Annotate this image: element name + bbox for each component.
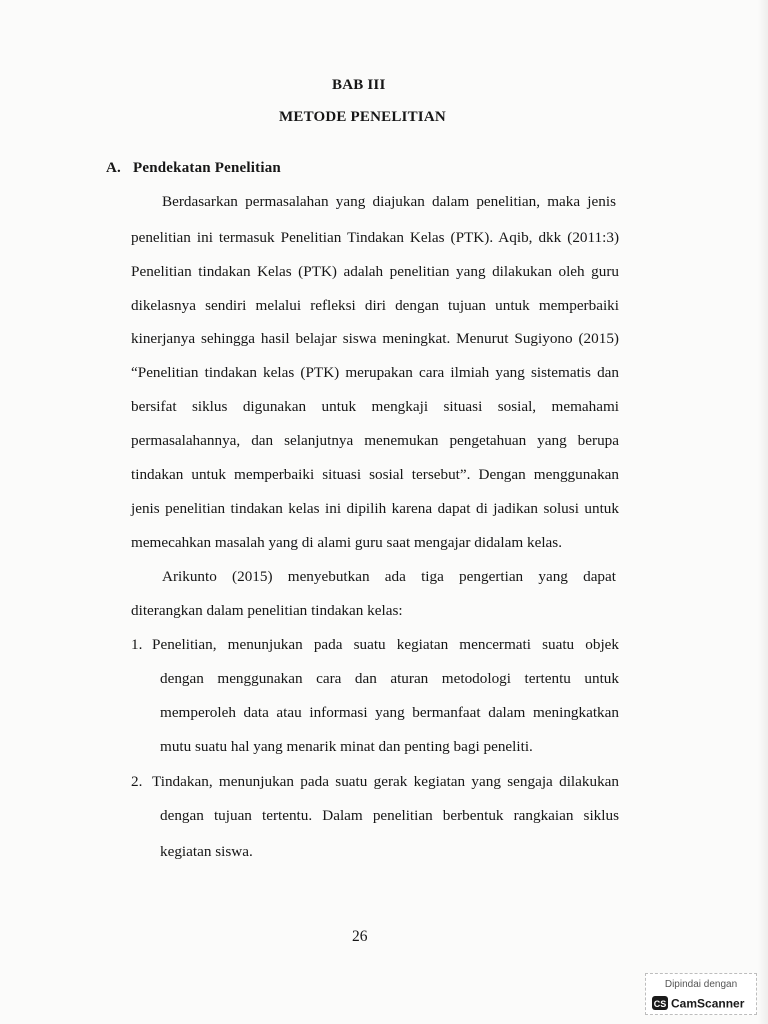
page-number: 26 [352, 928, 368, 945]
list-item-line: memperoleh data atau informasi yang bermanfaat dalam meningkatkan [160, 704, 619, 721]
brand-name: CamScanner [671, 996, 745, 1011]
list-item-line: mutu suatu hal yang menarik minat dan penting bagi peneliti. [160, 738, 533, 755]
chapter-label: BAB III [332, 77, 386, 93]
paragraph-line: jenis penelitian tindakan kelas ini dipilih karena dapat di jadikan solusi untuk [131, 500, 619, 517]
watermark-label: Dipindai dengan [664, 979, 738, 990]
list-item-number: 2. [131, 773, 143, 790]
paragraph-line: memecahkan masalah yang di alami guru saat mengajar didalam kelas. [131, 534, 562, 551]
paragraph-line: diterangkan dalam penelitian tindakan kelas: [131, 602, 403, 619]
list-item-line: Tindakan, menunjukan pada suatu gerak kegiatan yang sengaja dilakukan [152, 773, 619, 790]
paragraph-line: Arikunto (2015) menyebutkan ada tiga pengertian yang dapat [162, 568, 616, 585]
camscanner-watermark [645, 973, 757, 1015]
section-marker: A. [106, 160, 121, 176]
list-item-line: Penelitian, menunjukan pada suatu kegiatan mencermati suatu objek [152, 636, 619, 653]
paragraph-line: kinerjanya sehingga hasil belajar siswa meningkat. Menurut Sugiyono (2015) [131, 330, 619, 347]
paragraph-line: tindakan untuk memperbaiki situasi sosial tersebut”. Dengan menggunakan [131, 466, 619, 483]
chapter-title: METODE PENELITIAN [279, 109, 446, 125]
scan-edge-shadow [758, 0, 768, 1024]
paragraph-line: permasalahannya, dan selanjutnya menemukan pengetahuan yang berupa [131, 432, 619, 449]
paragraph-line: Berdasarkan permasalahan yang diajukan dalam penelitian, maka jenis [162, 193, 616, 210]
list-item-line: dengan tujuan tertentu. Dalam penelitian berbentuk rangkaian siklus [160, 807, 619, 824]
camscanner-logo [652, 995, 756, 1011]
list-item-line: kegiatan siswa. [160, 843, 253, 860]
paragraph-line: penelitian ini termasuk Penelitian Tindakan Kelas (PTK). Aqib, dkk (2011:3) [131, 229, 619, 246]
paragraph-line: dikelasnya sendiri melalui refleksi diri dengan tujuan untuk memperbaiki [131, 297, 619, 314]
section-title: Pendekatan Penelitian [133, 160, 281, 176]
paragraph-line: bersifat siklus digunakan untuk mengkaji situasi sosial, memahami [131, 398, 619, 415]
list-item-line: dengan menggunakan cara dan aturan metodologi tertentu untuk [160, 670, 619, 687]
paragraph-line: “Penelitian tindakan kelas (PTK) merupakan cara ilmiah yang sistematis dan [131, 364, 619, 381]
list-item-number: 1. [131, 636, 143, 653]
paragraph-line: Penelitian tindakan Kelas (PTK) adalah penelitian yang dilakukan oleh guru [131, 263, 619, 280]
logo-letters: CS [653, 998, 667, 1009]
